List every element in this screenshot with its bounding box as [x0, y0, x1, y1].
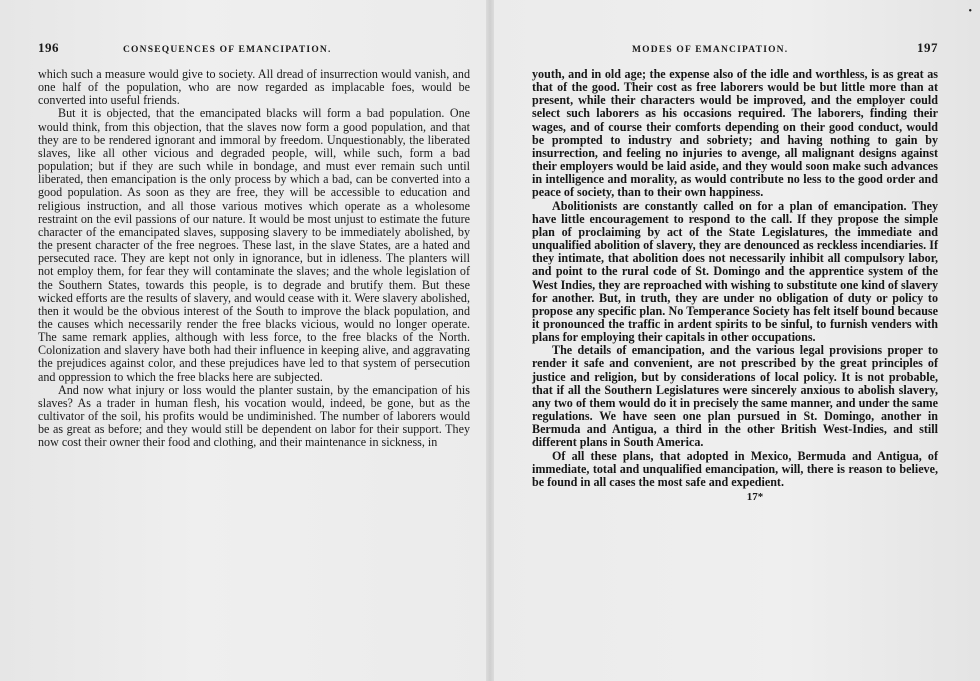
left-paragraph-1: which such a measure would give to society. All dread of insurrection would vanish, and one half of the population, who are now regarded as implacable foes, would be converted into useful friends.: [38, 67, 470, 108]
right-page: [492, 0, 980, 681]
left-page: [0, 0, 488, 681]
left-paragraph-2: But it is objected, that the emancipated blacks will form a bad population. One would think, from this objection, that the slaves now form a good population, and that they are to be rendered ignorant and immoral by freedom. Unquestionably, the liberated slaves, like all other vicious and degraded people, will, while such, form a bad population; but if they are such while in bondage, and must ever remain such until liberated, then emancipation is the only process by which a bad, can be converted into a good population. As soon as they are free, they will be accessible to education and religious instruction, and all those various motives which operate as a wholesome restraint on the evil passions of our nature. It would be most unjust to estimate the future character of the emancipated slaves, supposing slavery to be immediately abolished, by the present character of the free negroes. These last, in the slave States, are a hated and persecuted race. They are kept not only in ignorance, but in idleness. The planters will not employ them, for fear they will contaminate the slaves; and the whole legislation of the Southern States, towards this people, is to degrade and brutify them. But these wicked efforts are the results of slavery, and would cease with it. Were slavery abolished, then it would be the obvious interest of the South to improve the black population, and the causes which necessarily render the free blacks vicious, would no longer operate. The same remark applies, although with less force, to the free blacks of the North. Colonization and slavery have both had their influence in keeping alive, and aggravating the prejudices against color, and these prejudices have led to that system of persecution and oppression to which the free blacks here are subjected.: [38, 106, 470, 384]
right-paragraph-3: The details of emancipation, and the various legal provisions proper to render it safe and convenient, are not prescribed by the great principles of justice and religion, but by considerations of local policy. It is not probable, that if all the Southern Legislatures were sincerely anxious to abolish slavery, any two of them would do it in precisely the same manner, and under the same regulations. We have seen one plan pursued in St. Domingo, another in Bermuda and Antigua, a third in the other British West-Indies, and still different plans in South America.: [532, 343, 938, 450]
left-page-number: 196: [38, 40, 59, 55]
right-page-header: [532, 40, 938, 58]
left-paragraph-3: And now what injury or loss would the planter sustain, by the emancipation of his slaves? As a trader in human flesh, his vocation would, indeed, be gone, but as the cultivator of the soil, his profits would be undiminished. The number of laborers would be as great as before; and they would still be dependent on labor for their support. They now cost their owner their food and clothing, and their maintenance in sickness, in: [38, 382, 470, 450]
left-running-head: CONSEQUENCES OF EMANCIPATION.: [123, 45, 332, 55]
right-page-number: 197: [917, 40, 938, 55]
left-page-body: [38, 68, 470, 450]
right-paragraph-4: Of all these plans, that adopted in Mexico, Bermuda and Antigua, of immediate, total and unqualified emancipation, will, there is reason to believe, be found in all cases the most safe and expedient.: [532, 448, 938, 489]
corner-dot: •: [968, 6, 972, 17]
signature-mark: 17*: [746, 491, 764, 503]
right-paragraph-1: youth, and in old age; the expense also of the idle and worthless, is as great as that of the good. Their cost as free laborers would be but little more than at present, while their characters would be improved, and the employer could select such laborers as his occasions required. The laborers, finding their wages, and of course their comforts depending on their good conduct, would be prompted to industry and sobriety; and having nothing to gain by insurrection, and feeling no injuries to avenge, all malignant designs against their employers would be laid aside, and they would soon make such advances in intelligence and morality, as would contribute no less to the good order and peace of society, than to their own happiness.: [532, 67, 938, 200]
left-page-header: [38, 40, 470, 58]
right-page-body: [532, 68, 938, 489]
right-running-head: MODES OF EMANCIPATION.: [632, 45, 789, 55]
right-paragraph-2: Abolitionists are constantly called on for a plan of emancipation. They have little encouragement to respond to the call. If they propose the simple plan of proclaiming by act of the State Legislatures, the immediate and unqualified abolition of slavery, they are denounced as reckless incendiaries. If they intimate, that abolition does not necessarily inhibit all compulsory labor, and point to the rural code of St. Domingo and the apprentice system of the West Indies, they are reproached with wishing to substitute one kind of slavery for another. But, in truth, they are under no obligation of duty or policy to propose any specific plan. No Temperance Society has felt itself bound because it pronounced the traffic in ardent spirits to be sinful, to furnish venders with plans for employing their capitals in other occupations.: [532, 198, 938, 345]
